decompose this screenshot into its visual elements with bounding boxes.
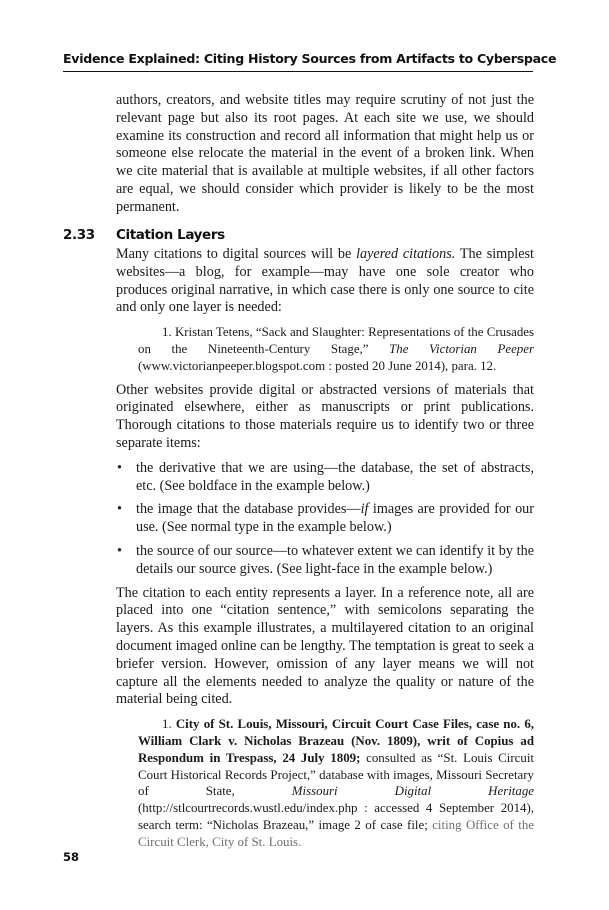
paragraph-layer-explanation: The citation to each entity represents a layer. In a reference note, all are placed into one “citation sentence,” with semicolons separating the layers. As this example illustrates, a multilayered citation to an original document imaged online can be lengthy. The temptation is great to seek a briefer version. However, omission of any layer means we will not capture all the elements needed to analyze the quality or nature of the material being cited.: [116, 584, 534, 708]
light-layer: citing Office of the Circuit Clerk, City of St. Louis.: [138, 817, 534, 849]
example-note-1: 1. Kristan Tetens, “Sack and Slaughter: Representations of the Crusades on the Nineteenth-Century Stage,” The Victorian Peeper (www.victorianpeeper.blogspot.com : posted 20 June 2014), para. 12.: [138, 325, 534, 373]
running-header: Evidence Explained: Citing History Sources from Artifacts to Cyberspace: [63, 51, 557, 66]
bullet-icon: •: [117, 501, 122, 518]
layers-list: [116, 460, 534, 579]
example-note-2: 1. City of St. Louis, Missouri, Circuit Court Case Files, case no. 6, William Clark v. Nicholas Brazeau (Nov. 1809), writ of Copius ad Respondum in Trespass, 24 July 1809; consulted as “St. Louis Circuit Court Historical Records Project,” database with images, Missouri Secretary of State, Missouri Digital Heritage (http://stlcourtrecords.wustl.edu/index.php : accessed 4 September 2014), search term: “Nicholas Brazeau,” image 2 of case file; citing Office of the Circuit Clerk, City of St. Louis.: [138, 717, 535, 849]
list-item: • the derivative that we are using—the database, the set of abstracts, etc. (See boldface in the example below.): [117, 459, 534, 494]
header-rule: [63, 71, 533, 72]
paragraph-other-websites: Other websites provide digital or abstracted versions of materials that originated elsewhere, either as manuscripts or print publications. Thorough citations to those materials require us to identify two or three separate items:: [116, 381, 534, 451]
intro-paragraph: authors, creators, and website titles may require scrutiny of not just the relevant page but also its root pages. At each site we use, we should examine its construction and record all information that might help us or someone else relocate the material in the event of a broken link. When we cite material that is available at multiple websites, if all other factors are equal, we should consider which provider is likely to be the most permanent.: [116, 92, 534, 215]
bold-layer: City of St. Louis, Missouri, Circuit Court Case Files, case no. 6, William Clark v. Nicholas Brazeau (Nov. 1809), writ of Copius ad Respondum in Trespass, 24 July 1809;: [138, 717, 534, 765]
paragraph-layered-citations: Many citations to digital sources will be layered citations. The simplest websites—a blog, for example—may have one sole creator who produces original narrative, in which case there is only one source to cite and only one layer is needed:: [116, 246, 534, 316]
section-title: Citation Layers: [116, 227, 225, 243]
bullet-icon: •: [117, 542, 122, 559]
list-item: • the source of our source—to whatever extent we can identify it by the details our source gives. (See light-face in the example below.): [117, 542, 534, 577]
bullet-icon: •: [117, 459, 122, 476]
list-item: • the image that the database provides—if images are provided for our use. (See normal type in the example below.): [117, 501, 534, 536]
layered-citations-term: layered citations.: [356, 246, 456, 262]
section-body: [116, 246, 534, 851]
intro-text: [116, 92, 534, 217]
blog-title: The Victorian Peeper: [389, 341, 534, 356]
section-number: 2.33: [63, 227, 95, 243]
note-number: 1.: [162, 325, 172, 340]
database-title: Missouri Digital Heritage: [291, 784, 535, 799]
note-number: 1.: [162, 717, 172, 732]
page-number: 58: [63, 850, 80, 864]
section-heading: [63, 227, 533, 243]
